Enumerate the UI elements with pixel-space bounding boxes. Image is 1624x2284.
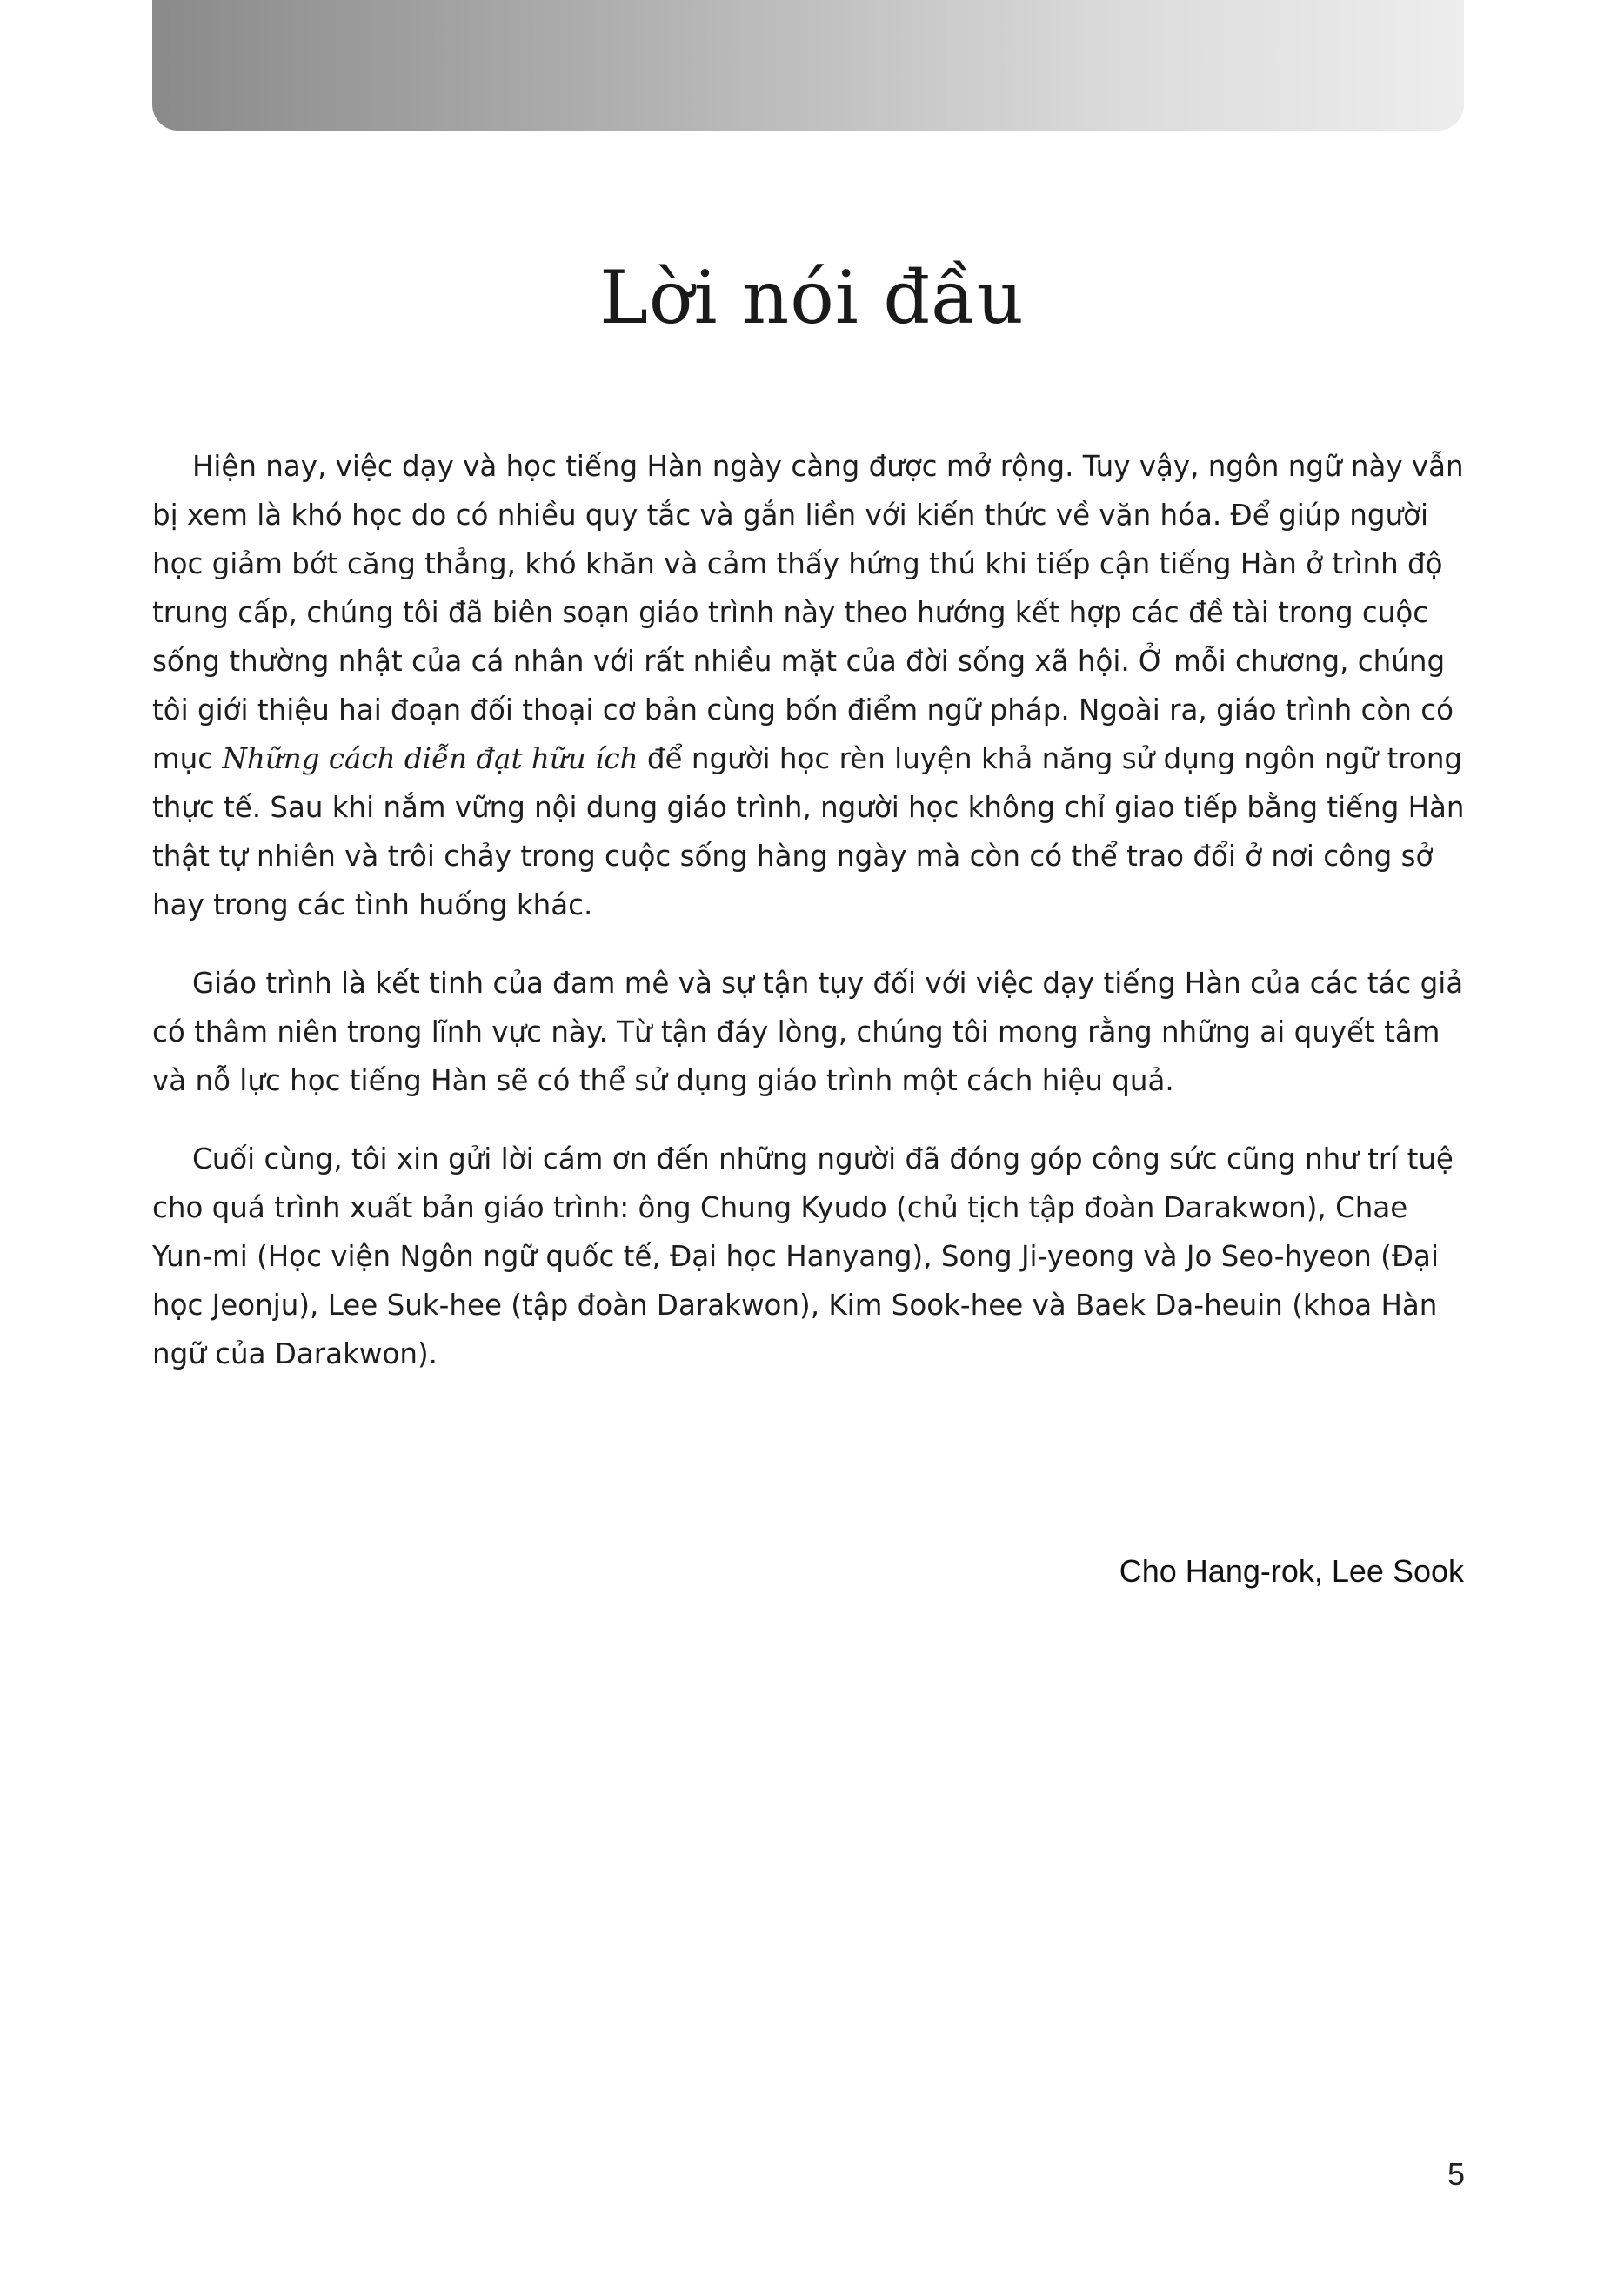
text-line: học giảm bớt căng thẳng, khó khăn và cảm thấy hứng thú khi tiếp cận tiếng Hàn ở trình độ bbox=[152, 547, 1443, 580]
text-line: ngữ của Darakwon). bbox=[152, 1337, 438, 1370]
italic-phrase: Những cách diễn đạt hữu ích bbox=[222, 742, 638, 775]
text-line: thực tế. Sau khi nắm vững nội dung giáo trình, người học không chỉ giao tiếp bằng tiếng Hàn bbox=[152, 791, 1465, 824]
paragraph-1 bbox=[152, 442, 1464, 929]
paragraph-2 bbox=[152, 959, 1464, 1105]
text-line: bị xem là khó học do có nhiều quy tắc và gắn liền với kiến thức về văn hóa. Để giúp người bbox=[152, 499, 1429, 532]
paragraph-3 bbox=[152, 1135, 1464, 1378]
text-line: tôi giới thiệu hai đoạn đối thoại cơ bản cùng bốn điểm ngữ pháp. Ngoài ra, giáo trình còn có bbox=[152, 693, 1454, 727]
text-line: trung cấp, chúng tôi đã biên soạn giáo trình này theo hướng kết hợp các đề tài trong cuộc bbox=[152, 596, 1429, 629]
header-bar bbox=[152, 0, 1464, 131]
page-number: 5 bbox=[1447, 2156, 1465, 2192]
text-line: và nỗ lực học tiếng Hàn sẽ có thể sử dụng giáo trình một cách hiệu quả. bbox=[152, 1064, 1174, 1097]
author-signature: Cho Hang-rok, Lee Sook bbox=[1119, 1553, 1464, 1589]
preface-body bbox=[152, 442, 1464, 1408]
text-line: sống thường nhật của cá nhân với rất nhiều mặt của đời sống xã hội. Ở mỗi chương, chúng bbox=[152, 645, 1446, 678]
text-line: Yun-mi (Học viện Ngôn ngữ quốc tế, Đại học Hanyang), Song Ji-yeong và Jo Seo-hyeon (Đại bbox=[152, 1240, 1439, 1273]
page-title: Lời nói đầu bbox=[599, 255, 1025, 340]
text-line: Giáo trình là kết tinh của đam mê và sự tận tụy đối với việc dạy tiếng Hàn của các tác giả bbox=[192, 967, 1464, 1000]
text-line: Hiện nay, việc dạy và học tiếng Hàn ngày càng được mở rộng. Tuy vậy, ngôn ngữ này vẫn bbox=[191, 450, 1464, 483]
text-line: có thâm niên trong lĩnh vực này. Từ tận đáy lòng, chúng tôi mong rằng những ai quyết tâm bbox=[152, 1015, 1440, 1048]
text-line: hay trong các tình huống khác. bbox=[152, 888, 593, 921]
text-line bbox=[152, 734, 1464, 783]
text-line: học Jeonju), Lee Suk-hee (tập đoàn Darakwon), Kim Sook-hee và Baek Da-heuin (khoa Hàn bbox=[152, 1289, 1438, 1322]
text-line: thật tự nhiên và trôi chảy trong cuộc sống hàng ngày mà còn có thể trao đổi ở nơi công sở bbox=[152, 840, 1434, 873]
text-line: Cuối cùng, tôi xin gửi lời cám ơn đến những người đã đóng góp công sức cũng như trí tuệ bbox=[192, 1142, 1454, 1175]
text-segment: để người học rèn luyện khả năng sử dụng ngôn ngữ trong bbox=[638, 742, 1463, 775]
text-segment: mục bbox=[152, 742, 223, 775]
text-line: cho quá trình xuất bản giáo trình: ông Chung Kyudo (chủ tịch tập đoàn Darakwon), Chae bbox=[152, 1191, 1408, 1224]
